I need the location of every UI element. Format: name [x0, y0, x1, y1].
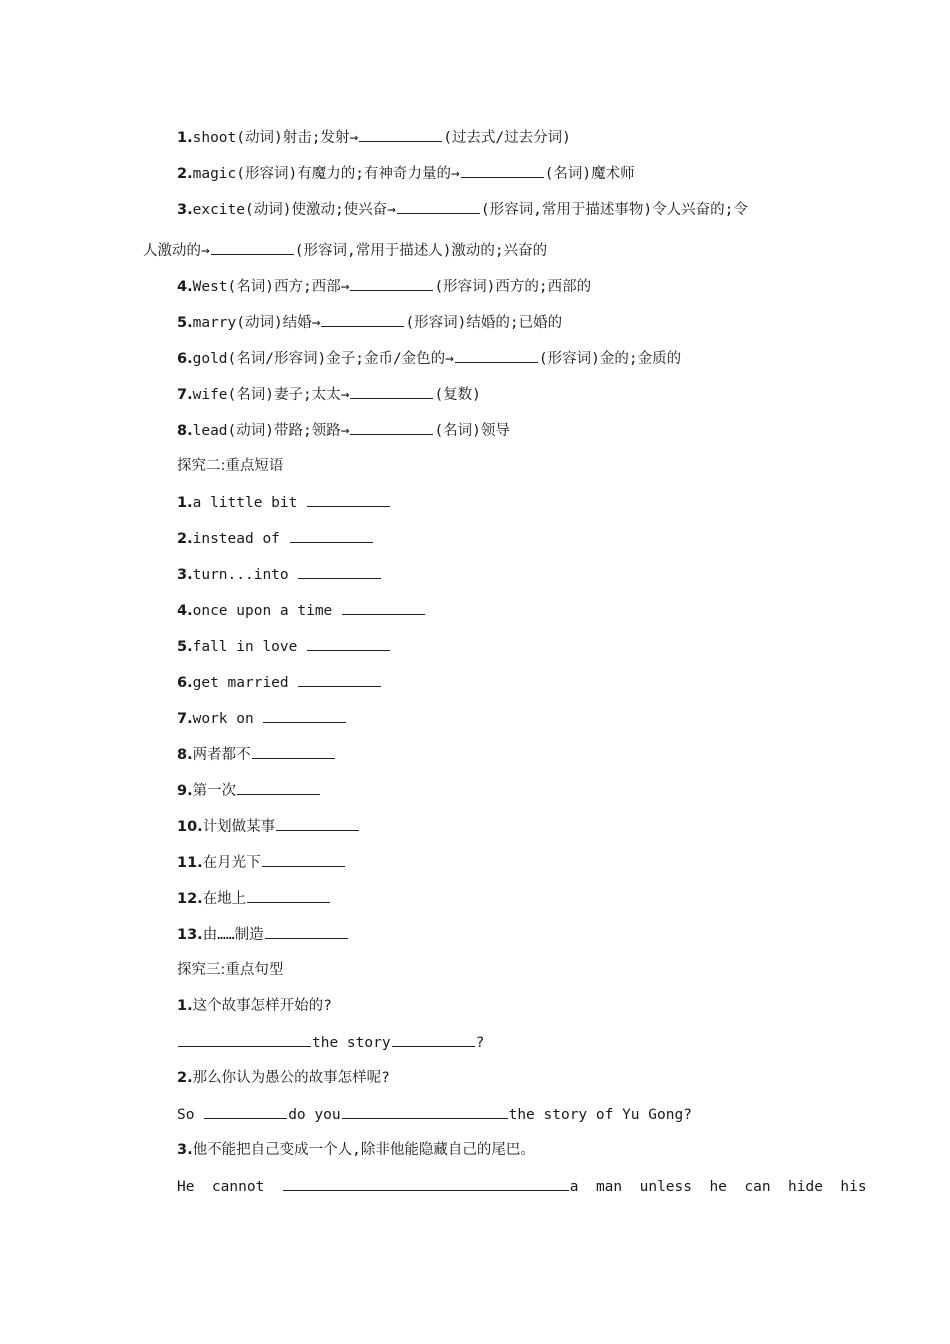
- answer-blank[interactable]: [342, 600, 425, 615]
- word-item-6: 6.gold(名词/形容词)金子;金币/金色的→ (形容词)金的;金质的: [177, 348, 681, 369]
- answer-blank[interactable]: [307, 492, 390, 507]
- answer-blank[interactable]: [342, 1104, 508, 1119]
- sentence-1-english: the story ?: [177, 1032, 484, 1053]
- word-item-3: 3.excite(动词)使激动;使兴奋→ (形容词,常用于描述事物)令人兴奋的;令: [177, 199, 748, 220]
- word-item-7: 7.wife(名词)妻子;太太→ (复数): [177, 384, 481, 405]
- answer-blank[interactable]: [455, 348, 538, 363]
- phrase-item-12: 12.在地上: [177, 888, 331, 909]
- answer-blank[interactable]: [276, 816, 359, 831]
- phrase-item-4: 4.once upon a time: [177, 600, 426, 621]
- phrase-item-1: 1.a little bit: [177, 492, 391, 513]
- answer-blank[interactable]: [321, 312, 404, 327]
- sentence-2-english: So do you the story of Yu Gong?: [177, 1104, 692, 1125]
- phrase-item-5: 5.fall in love: [177, 636, 391, 657]
- answer-blank[interactable]: [211, 240, 294, 255]
- answer-blank[interactable]: [263, 708, 346, 723]
- answer-blank[interactable]: [350, 420, 433, 435]
- answer-blank[interactable]: [283, 1176, 569, 1191]
- phrase-item-10: 10.计划做某事: [177, 816, 360, 837]
- sentence-3-chinese: 3.他不能把自己变成一个人,除非他能隐藏自己的尾巴。: [177, 1142, 535, 1158]
- sentence-1-chinese: 1.这个故事怎样开始的?: [177, 998, 332, 1014]
- answer-blank[interactable]: [359, 127, 442, 142]
- answer-blank[interactable]: [265, 924, 348, 939]
- phrase-item-3: 3.turn...into: [177, 564, 382, 585]
- phrase-item-2: 2.instead of: [177, 528, 374, 549]
- section-title-phrases: 探究二:重点短语: [177, 458, 284, 474]
- answer-blank[interactable]: [392, 1032, 475, 1047]
- answer-blank[interactable]: [247, 888, 330, 903]
- sentence-2-chinese: 2.那么你认为愚公的故事怎样呢?: [177, 1070, 390, 1086]
- sentence-3-english: He cannot a man unless he can hide his: [177, 1176, 867, 1197]
- word-item-5: 5.marry(动词)结婚→ (形容词)结婚的;已婚的: [177, 312, 562, 333]
- phrase-item-11: 11.在月光下: [177, 852, 346, 873]
- answer-blank[interactable]: [397, 199, 480, 214]
- phrase-item-8: 8.两者都不: [177, 744, 336, 765]
- word-item-8: 8.lead(动词)带路;领路→ (名词)领导: [177, 420, 510, 441]
- answer-blank[interactable]: [298, 672, 381, 687]
- phrase-item-7: 7.work on: [177, 708, 347, 729]
- phrase-item-6: 6.get married: [177, 672, 382, 693]
- word-item-3-continued: 人激动的→ (形容词,常用于描述人)激动的;兴奋的: [143, 240, 547, 261]
- answer-blank[interactable]: [204, 1104, 287, 1119]
- word-item-1: 1.shoot(动词)射击;发射→ (过去式/过去分词): [177, 127, 571, 148]
- word-item-2: 2.magic(形容词)有魔力的;有神奇力量的→ (名词)魔术师: [177, 163, 635, 184]
- answer-blank[interactable]: [350, 276, 433, 291]
- phrase-item-13: 13.由……制造: [177, 924, 349, 945]
- phrase-item-9: 9.第一次: [177, 780, 321, 801]
- answer-blank[interactable]: [461, 163, 544, 178]
- section-title-sentences: 探究三:重点句型: [177, 962, 284, 978]
- answer-blank[interactable]: [237, 780, 320, 795]
- answer-blank[interactable]: [252, 744, 335, 759]
- answer-blank[interactable]: [350, 384, 433, 399]
- word-item-4: 4.West(名词)西方;西部→ (形容词)西方的;西部的: [177, 276, 591, 297]
- answer-blank[interactable]: [290, 528, 373, 543]
- answer-blank[interactable]: [178, 1032, 311, 1047]
- answer-blank[interactable]: [298, 564, 381, 579]
- answer-blank[interactable]: [262, 852, 345, 867]
- answer-blank[interactable]: [307, 636, 390, 651]
